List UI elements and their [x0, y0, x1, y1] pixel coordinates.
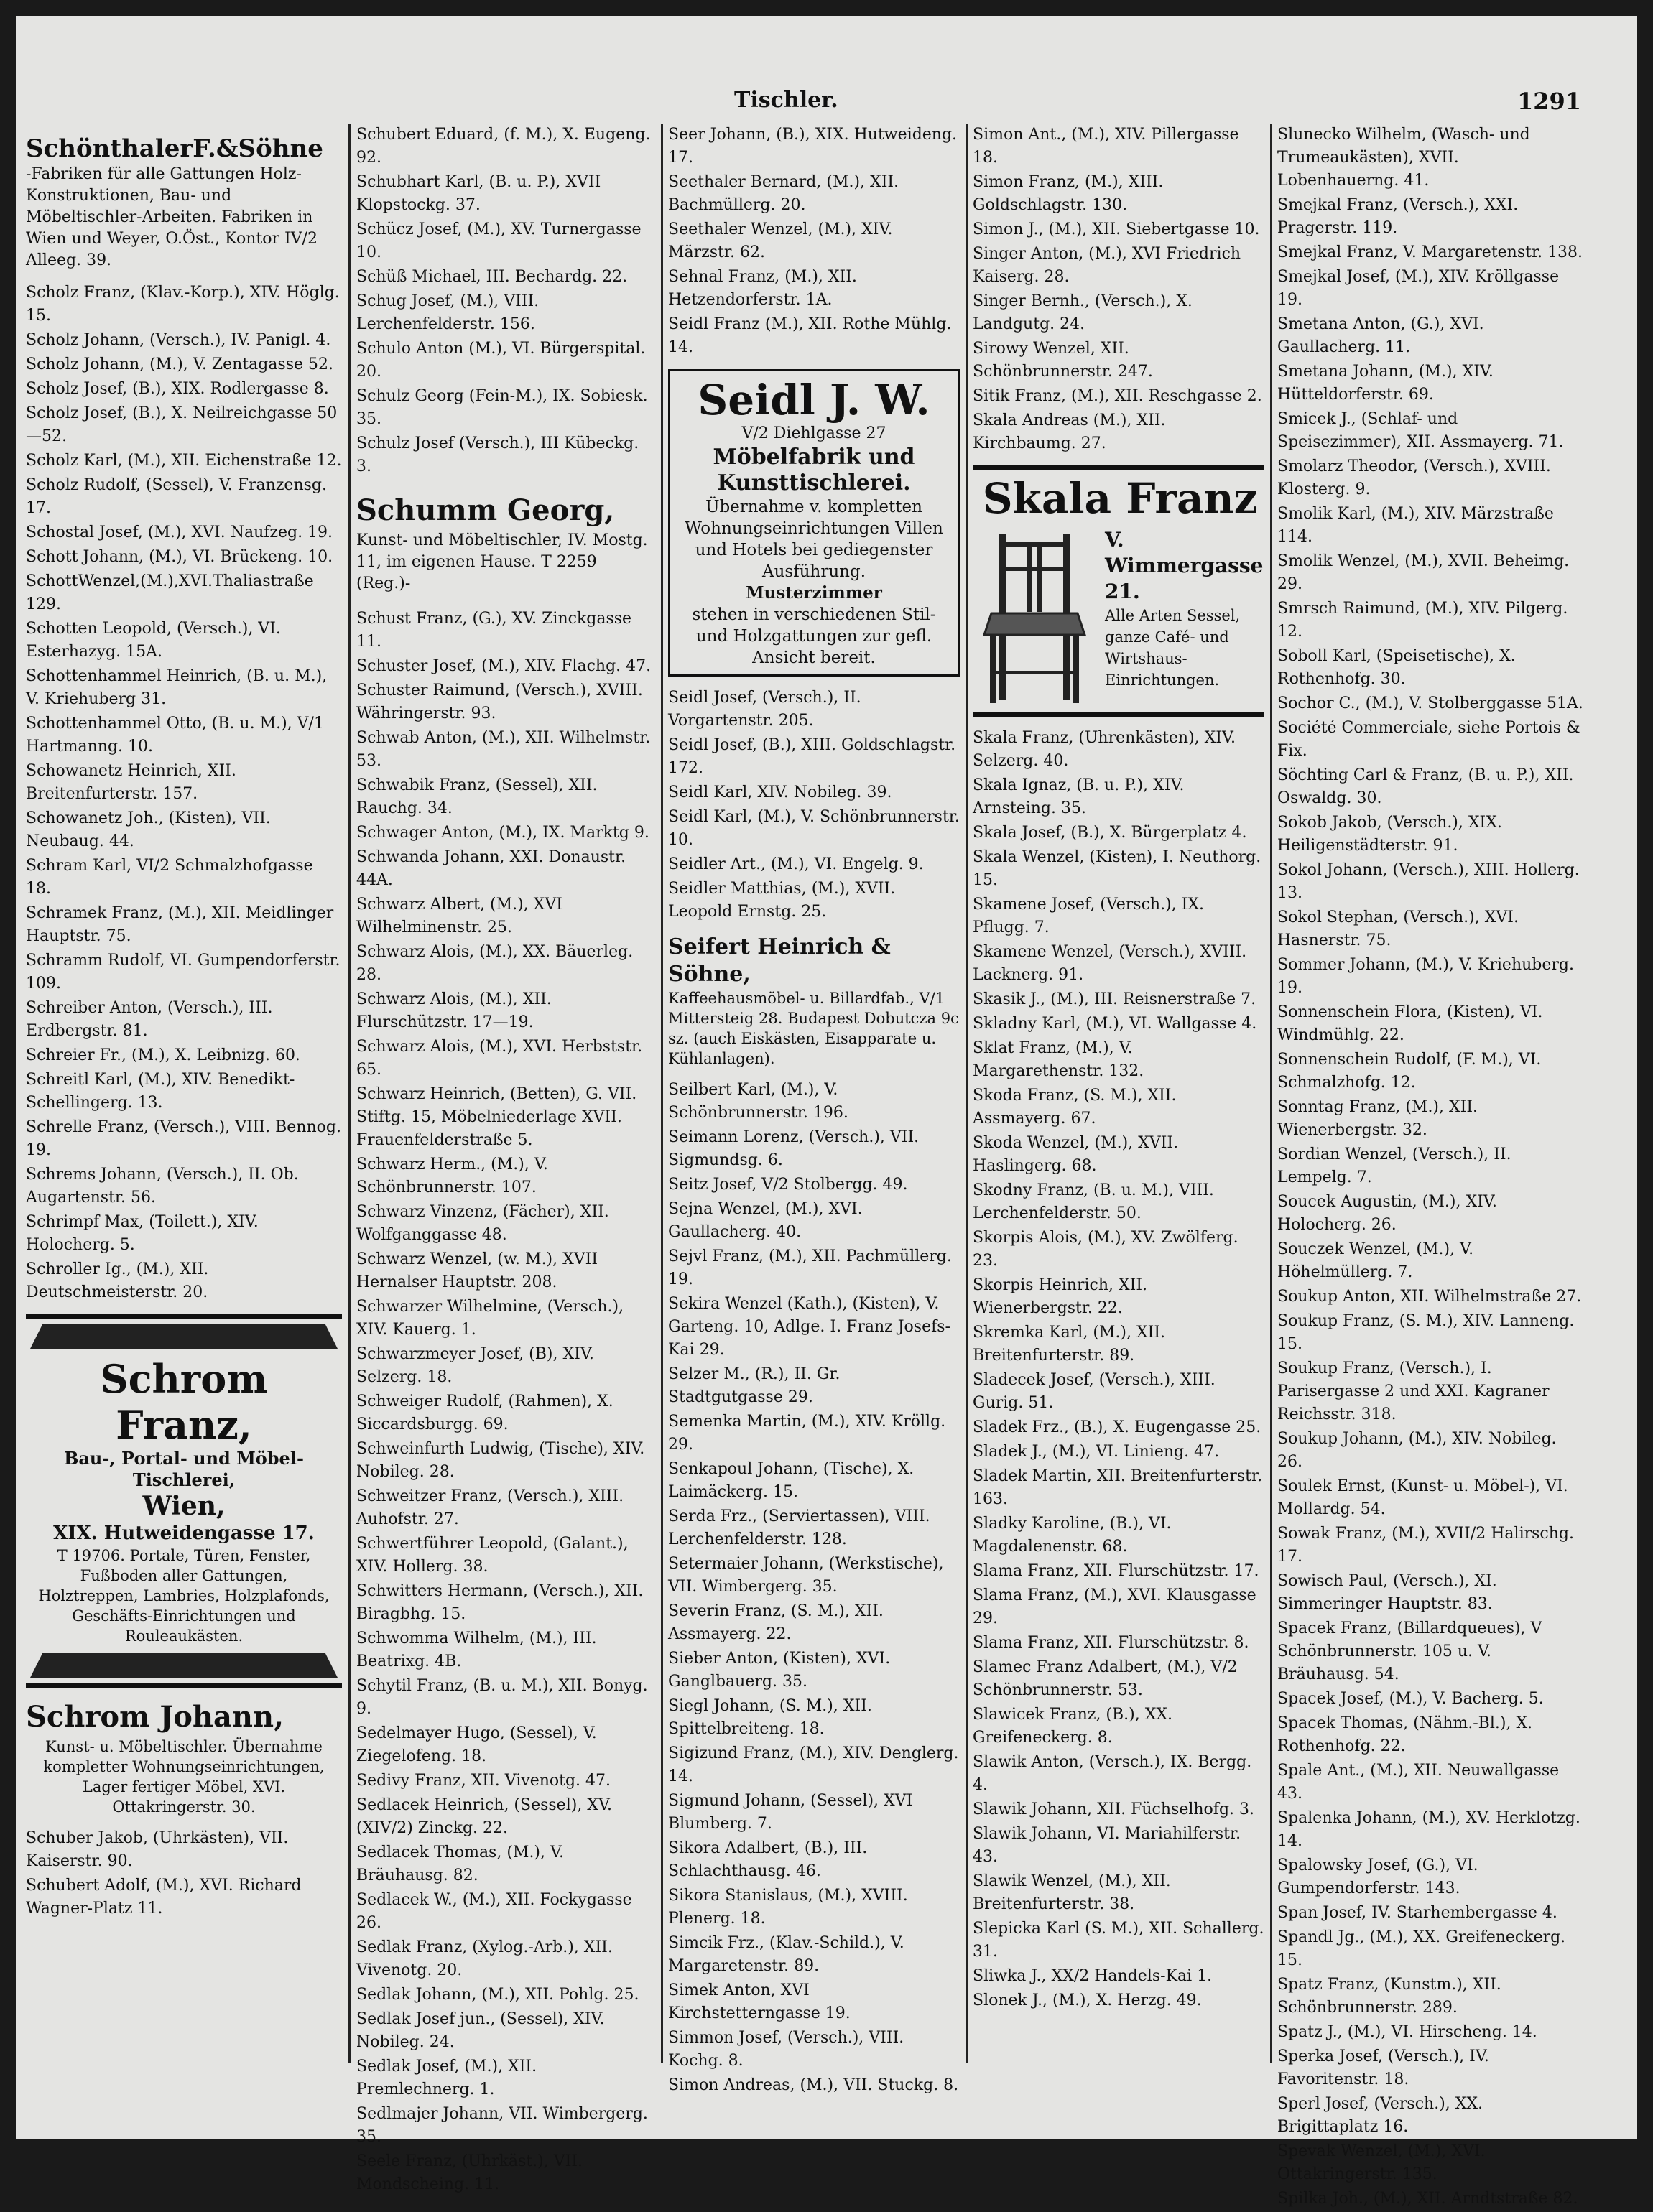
ad-title: SchönthalerF.&Söhne: [26, 134, 323, 163]
ad-text: T 19706. Portale, Türen, Fenster, Fußboden aller Gattungen, Holztreppen, Lambries, Holzplafonds, Geschäfts-Einrichtungen und Rouleaukästen.: [38, 1547, 330, 1645]
ad-subtitle: Bau-, Portal- und Möbel-Tischlerei,: [64, 1448, 304, 1490]
directory-page: [16, 16, 1637, 2208]
running-head: Tischler.: [734, 88, 838, 113]
directory-entry: Schowanetz Joh., (Kisten), VII. Neubaug. 44.: [26, 809, 271, 850]
directory-entry: Skoda Wenzel, (M.), XVII. Haslingerg. 68.: [973, 1134, 1179, 1175]
ad-address: V/2 Diehlgasse 27: [741, 424, 886, 442]
directory-entry: Spatz Franz, (Kunstm.), XII. Schönbrunnerstr. 289.: [1277, 1976, 1501, 2017]
directory-entry: Schwarz Herm., (M.), V. Schönbrunnerstr. 107.: [356, 1156, 548, 1196]
directory-entry: Schostal Josef, (M.), XVI. Naufzeg. 19.: [26, 524, 333, 542]
directory-entry: Seethaler Wenzel, (M.), XIV. Märzstr. 62.: [668, 220, 893, 261]
directory-entry: Skala Andreas (M.), XII. Kirchbaumg. 27.: [973, 412, 1166, 452]
page-header: [16, 16, 1637, 115]
directory-entry: Sklat Franz, (M.), V. Margarethenstr. 132.: [973, 1039, 1144, 1080]
directory-entry: Sedlmajer Johann, VII. Wimbergerg. 35.: [356, 2105, 648, 2146]
ad-seifert: [668, 934, 960, 1069]
directory-entry: Schuster Raimund, (Versch.), XVIII. Währingerstr. 93.: [356, 682, 643, 722]
directory-entry: Soucek Augustin, (M.), XIV. Holocherg. 26.: [1277, 1193, 1497, 1234]
column-5: [1277, 124, 1583, 2212]
directory-entry: Sonnenschein Flora, (Kisten), VI. Windmühlg. 22.: [1277, 1003, 1543, 1044]
directory-entry: Siegl Johann, (S. M.), XII. Spittelbreiteng. 18.: [668, 1697, 872, 1738]
directory-entry: Spalowsky Josef, (G.), VI. Gumpendorferstr. 143.: [1277, 1856, 1478, 1897]
directory-entry: Setermaier Johann, (Werkstische), VII. Wimbergerg. 35.: [668, 1555, 944, 1596]
entry-list: [1277, 124, 1583, 2211]
directory-entry: Simon Andreas, (M.), VII. Stuckg. 8.: [668, 2076, 959, 2094]
directory-entry: Seidler Art., (M.), VI. Engelg. 9.: [668, 855, 924, 873]
directory-entry: Sladky Karoline, (B.), VI. Magdalenenstr. 68.: [973, 1515, 1172, 1556]
directory-entry: Schramm Rudolf, VI. Gumpendorferstr. 109.: [26, 952, 341, 993]
ad-text: Kunst- und Möbeltischler, IV. Mostg. 11, im eigenen Hause. T 2259 (Reg.)-: [356, 531, 648, 592]
directory-entry: Sokol Johann, (Versch.), XIII. Hollerg. 13.: [1277, 861, 1580, 902]
directory-entry: Schubert Adolf, (M.), XVI. Richard Wagner-Platz 11.: [26, 1877, 302, 1918]
directory-entry: Skala Ignaz, (B. u. P.), XIV. Arnsteing. 35.: [973, 776, 1185, 817]
directory-entry: Sedelmayer Hugo, (Sessel), V. Ziegelofeng. 18.: [356, 1724, 597, 1765]
column-rule: [348, 124, 351, 2063]
column-rule: [661, 124, 663, 2063]
ad-mid: Möbelfabrik und Kunsttischlerei.: [713, 445, 915, 496]
directory-entry: Smolik Wenzel, (M.), XVII. Beheimg. 29.: [1277, 552, 1570, 593]
ad-skala: [973, 465, 1264, 717]
ad-text: -Fabriken für alle Gattungen Holz-Konstruktionen, Bau- und Möbeltischler-Arbeiten. Fabriken in Wien und Weyer, O.Öst., Kontor IV/2 Alleeg. 39.: [26, 165, 318, 269]
directory-entry: Scholz Johann, (Versch.), IV. Panigl. 4.: [26, 331, 331, 349]
ad-title: Seifert Heinrich & Söhne,: [668, 934, 891, 987]
ad-schumm: [356, 488, 654, 598]
directory-entry: Singer Bernh., (Versch.), X. Landgutg. 24.: [973, 292, 1193, 333]
directory-entry: Skladny Karl, (M.), VI. Wallgasse 4.: [973, 1015, 1257, 1033]
page-number: 1291: [1517, 88, 1582, 115]
ad-title: Schumm Georg,: [356, 493, 615, 527]
directory-entry: Soukup Franz, (S. M.), XIV. Lanneng. 15.: [1277, 1312, 1575, 1353]
directory-entry: Soboll Karl, (Speisetische), X. Rothenhofg. 30.: [1277, 647, 1516, 688]
directory-entry: Sliwka J., XX/2 Handels-Kai 1.: [973, 1967, 1213, 1985]
directory-entry: Seidler Matthias, (M.), XVII. Leopold Ernstg. 25.: [668, 880, 896, 921]
directory-entry: Sedlak Franz, (Xylog.-Arb.), XII. Vivenotg. 20.: [356, 1938, 613, 1979]
directory-entry: Slawik Anton, (Versch.), IX. Bergg. 4.: [973, 1753, 1252, 1794]
directory-entry: Slama Franz, XII. Flurschützstr. 8.: [973, 1634, 1249, 1652]
directory-entry: Spale Ant., (M.), XII. Neuwallgasse 43.: [1277, 1762, 1560, 1803]
column-4: [973, 124, 1264, 2014]
directory-entry: Singer Anton, (M.), XVI Friedrich Kaiserg. 28.: [973, 245, 1241, 286]
directory-entry: Sladek Frz., (B.), X. Eugengasse 25.: [973, 1418, 1261, 1436]
directory-entry: Sikora Adalbert, (B.), III. Schlachthausg. 46.: [668, 1839, 868, 1880]
ad-schrom-johann: [26, 1698, 342, 1817]
directory-entry: Schwarz Wenzel, (w. M.), XVII Hernalser Hauptstr. 208.: [356, 1250, 598, 1291]
directory-entry: Seilbert Karl, (M.), V. Schönbrunnerstr. 196.: [668, 1081, 848, 1122]
directory-entry: Smolarz Theodor, (Versch.), XVIII. Klosterg. 9.: [1277, 457, 1551, 498]
directory-entry: Semenka Martin, (M.), XIV. Kröllg. 29.: [668, 1413, 946, 1454]
directory-entry: Skamene Josef, (Versch.), IX. Pflugg. 7.: [973, 896, 1204, 937]
directory-entry: Schwarz Alois, (M.), XII. Flurschützstr. 17—19.: [356, 990, 552, 1031]
directory-entry: Skoda Franz, (S. M.), XII. Assmayerg. 67.: [973, 1087, 1177, 1128]
directory-entry: Spacek Josef, (M.), V. Bacherg. 5.: [1277, 1690, 1544, 1708]
directory-entry: Schwarz Alois, (M.), XX. Bäuerleg. 28.: [356, 943, 634, 984]
directory-entry: Schücz Josef, (M.), XV. Turnergasse 10.: [356, 220, 642, 261]
directory-entry: Smejkal Franz, V. Margaretenstr. 138.: [1277, 243, 1583, 261]
directory-entry: Sehnal Franz, (M.), XII. Hetzendorferstr. 1A.: [668, 268, 857, 309]
directory-entry: Sigizund Franz, (M.), XIV. Denglerg. 14.: [668, 1744, 959, 1785]
column-2: [356, 124, 654, 2198]
directory-entry: Souczek Wenzel, (M.), V. Höhelmüllerg. 7.: [1277, 1240, 1474, 1281]
directory-entry: Spevak Wenzel, (M.), XVI. Ottakringerstr. 135.: [1277, 2142, 1486, 2183]
ad-title: Schrom Johann,: [26, 1700, 284, 1734]
directory-entry: Spatz J., (M.), VI. Hirscheng. 14.: [1277, 2023, 1537, 2041]
directory-entry: Sommer Johann, (M.), V. Kriehuberg. 19.: [1277, 956, 1574, 997]
directory-entry: Spacek Franz, (Billardqueues), V Schönbrunnerstr. 105 u. V. Bräuhausg. 54.: [1277, 1620, 1542, 1683]
directory-entry: Schüß Michael, III. Bechardg. 22.: [356, 268, 628, 286]
directory-entry: Slepicka Karl (S. M.), XII. Schallerg. 31.: [973, 1920, 1264, 1961]
directory-entry: Seele Franz, (Uhrkäst.), VII. Mondscheing. 11.: [356, 2152, 583, 2193]
directory-entry: Schroller Ig., (M.), XII. Deutschmeisterstr. 20.: [26, 1260, 209, 1301]
directory-entry: Sigmund Johann, (Sessel), XVI Blumberg. 7.: [668, 1792, 913, 1833]
directory-entry: Schram Karl, VI/2 Schmalzhofgasse 18.: [26, 857, 313, 898]
directory-entry: Sieber Anton, (Kisten), XVI. Ganglbauerg. 35.: [668, 1650, 891, 1691]
directory-entry: Scholz Franz, (Klav.-Korp.), XIV. Höglg. 15.: [26, 284, 340, 325]
entry-list: [668, 124, 960, 359]
ad-address: XIX. Hutweidengasse 17.: [53, 1523, 315, 1544]
directory-entry: Skodny Franz, (B. u. M.), VIII. Lerchenfelderstr. 50.: [973, 1181, 1214, 1222]
ad-text: Übernahme v. kompletten Wohnungseinrichtungen Villen und Hotels bei gediegenster Ausführung.: [685, 498, 943, 581]
directory-entry: Schreier Fr., (M.), X. Leibnizg. 60.: [26, 1046, 300, 1064]
directory-entry: Sirowy Wenzel, XII. Schönbrunnerstr. 247.: [973, 340, 1153, 381]
directory-entry: Slawik Wenzel, (M.), XII. Breitenfurterstr. 38.: [973, 1872, 1171, 1913]
directory-entry: Schreiber Anton, (Versch.), III. Erdbergstr. 81.: [26, 999, 273, 1040]
directory-entry: Sejvl Franz, (M.), XII. Pachmüllerg. 19.: [668, 1247, 952, 1288]
directory-entry: Schwarz Albert, (M.), XVI Wilhelminenstr. 25.: [356, 896, 562, 937]
ad-text: Kunst- u. Möbeltischler. Übernahme kompletter Wohnungseinrichtungen, Lager fertiger Möbel, XVI. Ottakringerstr. 30.: [43, 1738, 325, 1816]
directory-entry: Schubhart Karl, (B. u. P.), XVII Klopstockg. 37.: [356, 173, 601, 214]
directory-entry: Slunecko Wilhelm, (Wasch- und Trumeaukästen), XVII. Lobenhauerng. 41.: [1277, 126, 1530, 190]
directory-entry: Schweiger Rudolf, (Rahmen), X. Siccardsburgg. 69.: [356, 1393, 613, 1433]
directory-entry: Spacek Thomas, (Nähm.-Bl.), X. Rothenhofg. 22.: [1277, 1714, 1533, 1755]
directory-entry: Schrimpf Max, (Toilett.), XIV. Holocherg. 5.: [26, 1213, 259, 1254]
directory-entry: Schulz Georg (Fein-M.), IX. Sobiesk. 35.: [356, 387, 648, 428]
ad-schrom-franz: [26, 1314, 342, 1688]
directory-entry: Schrelle Franz, (Versch.), VIII. Bennog. 19.: [26, 1118, 341, 1159]
directory-entry: Smetana Anton, (G.), XVI. Gaullacherg. 11.: [1277, 315, 1484, 356]
directory-entry: Skala Franz, (Uhrenkästen), XIV. Selzerg. 40.: [973, 729, 1236, 770]
directory-entry: Spilka Joh., (M.), XII. Arndtstraße 82.: [1277, 2190, 1578, 2208]
directory-entry: Schweitzer Franz, (Versch.), XIII. Auhofstr. 27.: [356, 1487, 624, 1528]
directory-entry: Schwager Anton, (M.), IX. Marktg 9.: [356, 824, 649, 842]
directory-entry: Smetana Johann, (M.), XIV. Hütteldorferstr. 69.: [1277, 363, 1494, 404]
directory-entry: Seidl Franz (M.), XII. Rothe Mühlg. 14.: [668, 315, 952, 356]
directory-entry: Simcik Frz., (Klav.-Schild.), V. Margaretenstr. 89.: [668, 1934, 904, 1975]
ad-title: Skala Franz: [982, 474, 1258, 523]
directory-entry: Sonntag Franz, (M.), XII. Wienerbergstr. 32.: [1277, 1098, 1478, 1139]
directory-entry: Sokob Jakob, (Versch.), XIX. Heiligenstädterstr. 91.: [1277, 814, 1502, 855]
directory-entry: Sladecek Josef, (Versch.), XIII. Gurig. 51.: [973, 1371, 1216, 1412]
directory-entry: Seidl Karl, XIV. Nobileg. 39.: [668, 784, 892, 801]
directory-entry: Scholz Josef, (B.), XIX. Rodlergasse 8.: [26, 380, 329, 398]
directory-entry: Schwarz Alois, (M.), XVI. Herbststr. 65.: [356, 1038, 643, 1079]
directory-entry: Simek Anton, XVI Kirchstetterngasse 19.: [668, 1981, 851, 2022]
directory-entry: Simon Franz, (M.), XIII. Goldschlagstr. 130.: [973, 173, 1164, 214]
directory-entry: Schwanda Johann, XXI. Donaustr. 44A.: [356, 848, 626, 889]
directory-entry: Senkapoul Johann, (Tische), X. Laimäckerg. 15.: [668, 1460, 915, 1501]
directory-entry: Schwarz Heinrich, (Betten), G. VII. Stiftg. 15, Möbelniederlage XVII. Frauenfelderstraße 5.: [356, 1085, 637, 1149]
entry-list: [356, 608, 654, 2196]
directory-entry: Sedlak Josef, (M.), XII. Premlechnerg. 1.: [356, 2058, 537, 2099]
directory-entry: Smejkal Franz, (Versch.), XXI. Pragerstr. 119.: [1277, 196, 1519, 237]
directory-entry: Schwarzmeyer Josef, (B), XIV. Selzerg. 18.: [356, 1345, 594, 1386]
ad-text: stehen in verschiedenen Stil- und Holzgattungen zur gefl. Ansicht bereit.: [692, 605, 936, 667]
directory-entry: Sowak Franz, (M.), XVII/2 Halirschg. 17.: [1277, 1525, 1574, 1566]
directory-entry: Selzer M., (R.), II. Gr. Stadtgutgasse 29.: [668, 1365, 841, 1406]
directory-entry: Schwitters Hermann, (Versch.), XII. Biragbhg. 15.: [356, 1582, 644, 1623]
directory-entry: Simon Ant., (M.), XIV. Pillergasse 18.: [973, 126, 1239, 167]
directory-entry: Soukup Anton, XII. Wilhelmstraße 27.: [1277, 1288, 1582, 1306]
column-3: [668, 124, 960, 2099]
directory-entry: Sitik Franz, (M.), XII. Reschgasse 2.: [973, 387, 1262, 405]
directory-entry: Soulek Ernst, (Kunst- u. Möbel-), VI. Mollardg. 54.: [1277, 1477, 1568, 1518]
ad-banner: [30, 1324, 338, 1349]
column-1: [26, 124, 342, 1922]
directory-entry: Seer Johann, (B.), XIX. Hutweideng. 17.: [668, 126, 958, 167]
directory-entry: Schweinfurth Ludwig, (Tische), XIV. Nobileg. 28.: [356, 1440, 645, 1481]
directory-entry: Sladek J., (M.), VI. Linieng. 47.: [973, 1443, 1220, 1461]
directory-entry: Seitz Josef, V/2 Stolbergg. 49.: [668, 1176, 908, 1194]
directory-entry: Sedlacek W., (M.), XII. Fockygasse 26.: [356, 1891, 632, 1932]
directory-entry: Slama Franz, XII. Flurschützstr. 17.: [973, 1562, 1259, 1580]
ad-address: V. Wimmergasse 21.: [1105, 528, 1264, 603]
directory-entry: Skala Josef, (B.), X. Bürgerplatz 4.: [973, 824, 1247, 842]
directory-entry: Schreitl Karl, (M.), XIV. Benedikt-Schellingerg. 13.: [26, 1071, 295, 1112]
directory-entry: Söchting Carl & Franz, (B. u. P.), XII. Oswaldg. 30.: [1277, 766, 1574, 807]
ad-text: Kaffeehausmöbel- u. Billardfab., V/1 Mittersteig 28. Budapest Dobutcza 9c sz. (auch Eiskästen, Eisapparate u. Kühlanlagen).: [668, 990, 959, 1067]
directory-entry: Spalenka Johann, (M.), XV. Herklotzg. 14.: [1277, 1809, 1580, 1850]
directory-entry: Sedlak Johann, (M.), XII. Pohlg. 25.: [356, 1986, 639, 2004]
directory-entry: Skamene Wenzel, (Versch.), XVIII. Lacknerg. 91.: [973, 943, 1247, 984]
directory-entry: Schwab Anton, (M.), XII. Wilhelmstr. 53.: [356, 729, 651, 770]
directory-entry: Seidl Josef, (Versch.), II. Vorgartenstr. 205.: [668, 689, 861, 730]
chair-illustration: [977, 527, 1092, 707]
column-rule: [1270, 124, 1272, 2063]
directory-entry: Seidl Karl, (M.), V. Schönbrunnerstr. 10.: [668, 808, 960, 849]
directory-entry: Schulz Josef (Versch.), III Kübeckg. 3.: [356, 434, 639, 475]
directory-entry: Skremka Karl, (M.), XII. Breitenfurterstr. 89.: [973, 1324, 1166, 1365]
entry-list: [356, 124, 654, 478]
directory-entry: Sochor C., (M.), V. Stolberggasse 51A.: [1277, 694, 1583, 712]
ad-city: Wien,: [142, 1491, 226, 1521]
entry-list: [973, 727, 1264, 2012]
directory-entry: Sonnenschein Rudolf, (F. M.), VI. Schmalzhofg. 12.: [1277, 1051, 1542, 1092]
directory-entry: Simon J., (M.), XII. Siebertgasse 10.: [973, 220, 1260, 238]
directory-entry: Société Commerciale, siehe Portois & Fix.: [1277, 719, 1580, 760]
directory-entry: Skorpis Heinrich, XII. Wienerbergstr. 22.: [973, 1276, 1148, 1317]
entry-list: [973, 124, 1264, 455]
directory-entry: Sejna Wenzel, (M.), XVI. Gaullacherg. 40.: [668, 1200, 863, 1241]
directory-entry: Smejkal Josef, (M.), XIV. Kröllgasse 19.: [1277, 268, 1560, 309]
directory-entry: Skasik J., (M.), III. Reisnerstraße 7.: [973, 990, 1256, 1008]
column-rule: [966, 124, 968, 2063]
directory-entry: Slama Franz, (M.), XVI. Klausgasse 29.: [973, 1586, 1256, 1627]
directory-entry: Smolik Karl, (M.), XIV. Märzstraße 114.: [1277, 505, 1554, 546]
directory-entry: Sedlak Josef jun., (Sessel), XIV. Nobileg. 24.: [356, 2010, 605, 2051]
directory-entry: Sperka Josef, (Versch.), IV. Favoritenstr. 18.: [1277, 2048, 1489, 2088]
directory-entry: Sperl Josef, (Versch.), XX. Brigittaplatz 16.: [1277, 2095, 1483, 2136]
directory-entry: Simmon Josef, (Versch.), VIII. Kochg. 8.: [668, 2029, 904, 2070]
directory-entry: Sordian Wenzel, (Versch.), II. Lempelg. 7.: [1277, 1146, 1511, 1186]
ad-banner: [30, 1653, 338, 1678]
directory-entry: Sowisch Paul, (Versch.), XI. Simmeringer Hauptstr. 83.: [1277, 1572, 1497, 1613]
directory-entry: Scholz Johann, (M.), V. Zentagasse 52.: [26, 356, 334, 373]
entry-list: [668, 687, 960, 924]
entry-list: [26, 282, 342, 1304]
directory-entry: Sedivy Franz, XII. Vivenotg. 47.: [356, 1772, 611, 1790]
directory-entry: Spandl Jg., (M.), XX. Greifeneckerg. 15.: [1277, 1928, 1566, 1969]
directory-entry: Skorpis Alois, (M.), XV. Zwölferg. 23.: [973, 1229, 1238, 1270]
directory-entry: Scholz Josef, (B.), X. Neilreichgasse 50—52.: [26, 404, 338, 445]
directory-entry: Schowanetz Heinrich, XII. Breitenfurterstr. 157.: [26, 762, 236, 803]
directory-entry: Slawik Johann, VI. Mariahilferstr. 43.: [973, 1825, 1241, 1866]
directory-entry: SchottWenzel,(M.),XVI.Thaliastraße 129.: [26, 572, 314, 613]
directory-entry: Schrems Johann, (Versch.), II. Ob. Augartenstr. 56.: [26, 1166, 299, 1207]
directory-entry: Schubert Eduard, (f. M.), X. Eugeng. 92.: [356, 126, 651, 167]
directory-entry: Schottenhammel Heinrich, (B. u. M.), V. Kriehuberg 31.: [26, 667, 328, 708]
directory-entry: Schuster Josef, (M.), XIV. Flachg. 47.: [356, 657, 652, 675]
directory-entry: Span Josef, IV. Starhembergasse 4.: [1277, 1904, 1557, 1922]
directory-entry: Sladek Martin, XII. Breitenfurterstr. 163.: [973, 1467, 1263, 1508]
directory-entry: Schuber Jakob, (Uhrkästen), VII. Kaiserstr. 90.: [26, 1829, 289, 1870]
entry-list: [668, 1079, 960, 2097]
ad-title: Schrom Franz,: [100, 1356, 268, 1448]
ad-sub: Musterzimmer: [746, 583, 882, 603]
directory-entry: Slawicek Franz, (B.), XX. Greifeneckerg. 8.: [973, 1706, 1173, 1747]
directory-entry: Sedlacek Thomas, (M.), V. Bräuhausg. 82.: [356, 1844, 565, 1885]
directory-entry: Schottenhammel Otto, (B. u. M.), V/1 Hartmanng. 10.: [26, 715, 324, 756]
directory-entry: Schwarz Vinzenz, (Fächer), XII. Wolfganggasse 48.: [356, 1203, 609, 1244]
directory-entry: Schug Josef, (M.), VIII. Lerchenfelderstr. 156.: [356, 292, 540, 333]
directory-entry: Sikora Stanislaus, (M.), XVIII. Plenerg. 18.: [668, 1887, 908, 1928]
directory-entry: Seidl Josef, (B.), XIII. Goldschlagstr. 172.: [668, 736, 956, 777]
directory-entry: Soukup Johann, (M.), XIV. Nobileg. 26.: [1277, 1430, 1557, 1471]
ad-schoenthaler: [26, 134, 342, 271]
directory-entry: Seethaler Bernard, (M.), XII. Bachmüllerg. 20.: [668, 173, 899, 214]
directory-entry: Schytil Franz, (B. u. M.), XII. Bonyg. 9.: [356, 1677, 648, 1718]
directory-entry: Skala Wenzel, (Kisten), I. Neuthorg. 15.: [973, 848, 1261, 889]
ad-seidl: [668, 369, 960, 677]
directory-entry: Schwabik Franz, (Sessel), XII. Rauchg. 34.: [356, 776, 598, 817]
directory-entry: Sekira Wenzel (Kath.), (Kisten), V. Garteng. 10, Adlge. I. Franz Josefs-Kai 29.: [668, 1295, 950, 1359]
directory-entry: Schwomma Wilhelm, (M.), III. Beatrixg. 4B.: [356, 1630, 597, 1670]
directory-entry: Sokol Stephan, (Versch.), XVI. Hasnerstr. 75.: [1277, 908, 1519, 949]
directory-entry: Schotten Leopold, (Versch.), VI. Esterhazyg. 15A.: [26, 620, 281, 661]
directory-entry: Schust Franz, (G.), XV. Zinckgasse 11.: [356, 610, 632, 651]
entry-list: [26, 1827, 342, 1920]
directory-entry: Schwarzer Wilhelmine, (Versch.), XIV. Kauerg. 1.: [356, 1298, 624, 1339]
ad-title: Seidl J. W.: [698, 376, 930, 424]
directory-entry: Slawik Johann, XII. Füchselhofg. 3.: [973, 1800, 1255, 1818]
directory-entry: Soukup Franz, (Versch.), I. Parisergasse 2 und XXI. Kagraner Reichsstr. 318.: [1277, 1360, 1550, 1423]
directory-entry: Slonek J., (M.), X. Herzg. 49.: [973, 1992, 1202, 2009]
directory-entry: Slamec Franz Adalbert, (M.), V/2 Schönbrunnerstr. 53.: [973, 1658, 1238, 1699]
directory-entry: Sedlacek Heinrich, (Sessel), XV. (XIV/2) Zinckg. 22.: [356, 1796, 613, 1837]
directory-entry: Smicek J., (Schlaf- und Speisezimmer), XII. Assmayerg. 71.: [1277, 410, 1564, 451]
directory-entry: Scholz Rudolf, (Sessel), V. Franzensg. 17.: [26, 476, 327, 517]
directory-entry: Serda Frz., (Serviertassen), VIII. Lerchenfelderstr. 128.: [668, 1507, 930, 1548]
directory-entry: Severin Franz, (S. M.), XII. Assmayerg. 22.: [668, 1602, 884, 1643]
directory-entry: Schwertführer Leopold, (Galant.), XIV. Hollerg. 38.: [356, 1535, 629, 1576]
directory-entry: Schott Johann, (M.), VI. Brückeng. 10.: [26, 548, 333, 566]
directory-entry: Smrsch Raimund, (M.), XIV. Pilgerg. 12.: [1277, 600, 1568, 641]
directory-entry: Schulo Anton (M.), VI. Bürgerspital. 20.: [356, 340, 646, 381]
directory-entry: Seimann Lorenz, (Versch.), VII. Sigmundsg. 6.: [668, 1128, 920, 1169]
directory-entry: Schramek Franz, (M.), XII. Meidlinger Hauptstr. 75.: [26, 904, 334, 945]
directory-entry: Scholz Karl, (M.), XII. Eichenstraße 12.: [26, 452, 342, 470]
ad-text: Alle Arten Sessel, ganze Café- und Wirtshaus-Einrichtungen.: [1105, 607, 1241, 689]
